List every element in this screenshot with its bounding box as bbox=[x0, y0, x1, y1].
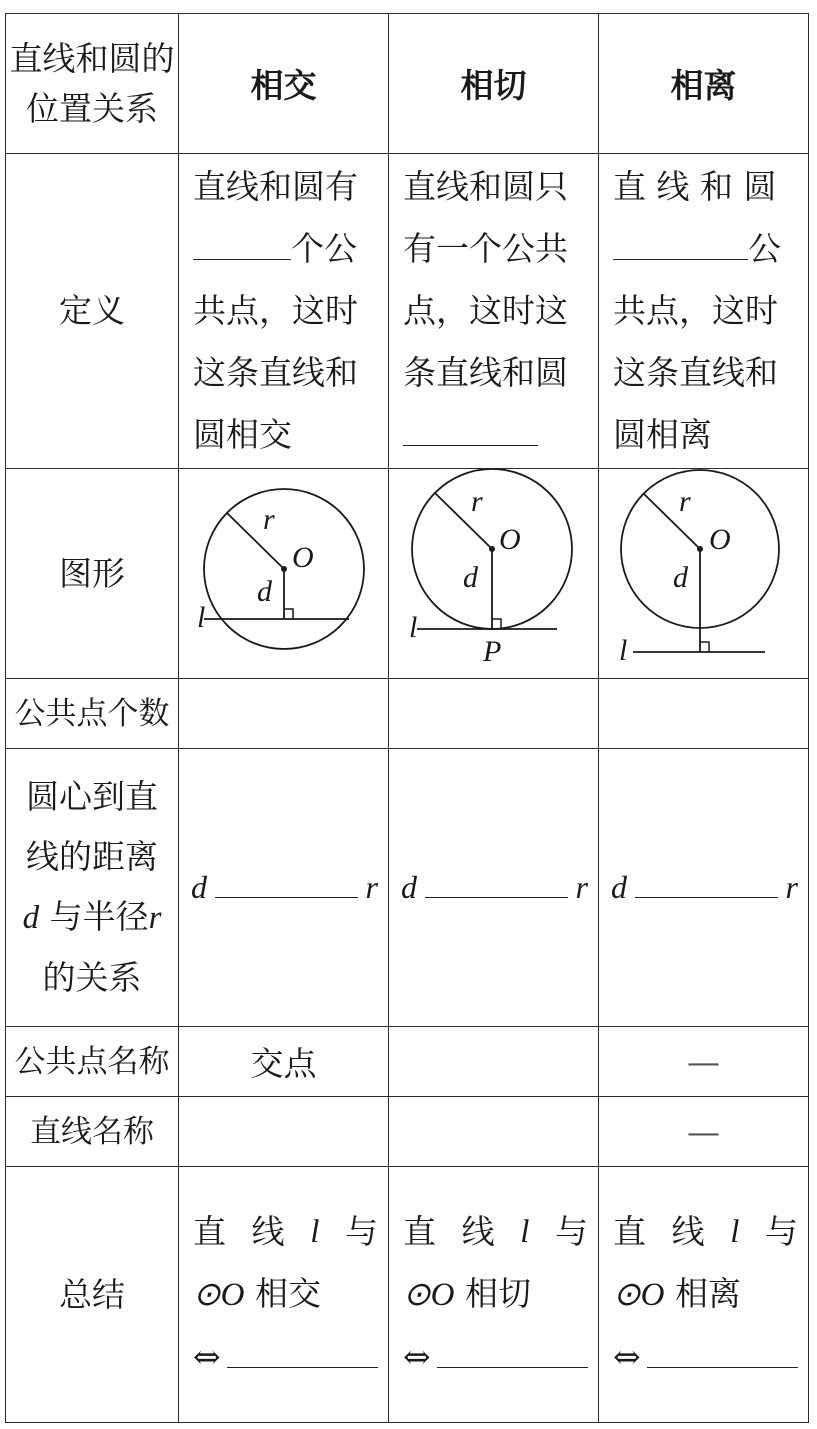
radius-line bbox=[643, 493, 700, 549]
fill-blank bbox=[647, 1366, 798, 1368]
label-l: l bbox=[619, 634, 628, 667]
count-tangent bbox=[389, 679, 599, 749]
corner-header bbox=[6, 14, 179, 154]
definition-row bbox=[6, 154, 809, 469]
definition-separate: 直 线 和 圆 公 共点，这时 这条直线和 圆相离 bbox=[599, 154, 809, 469]
center-dot bbox=[489, 546, 495, 552]
fill-blank bbox=[193, 258, 291, 260]
tangent-diagram bbox=[389, 469, 597, 674]
separate-diagram bbox=[599, 469, 807, 674]
distance-row bbox=[6, 749, 809, 1027]
label-d: d bbox=[673, 561, 688, 594]
fill-blank bbox=[613, 258, 748, 260]
radius-line bbox=[227, 513, 284, 569]
point-name-separate: — bbox=[599, 1027, 809, 1097]
fill-blank bbox=[227, 1366, 378, 1368]
label-r: r bbox=[471, 485, 483, 518]
label-d: d bbox=[463, 561, 478, 594]
right-angle-mark bbox=[492, 619, 501, 629]
figure-row bbox=[6, 469, 809, 679]
center-dot bbox=[697, 546, 703, 552]
point-name-label: 公共点名称 bbox=[6, 1027, 179, 1097]
label-o: O bbox=[292, 541, 314, 574]
fill-blank bbox=[215, 896, 358, 898]
line-name-intersect bbox=[179, 1097, 389, 1167]
distance-label: 圆心到直 线的距离 d 与半径r 的关系 bbox=[6, 749, 179, 1027]
corner-line-2: 位置关系 bbox=[26, 88, 158, 128]
line-name-row bbox=[6, 1097, 809, 1167]
distance-tangent: d r bbox=[389, 749, 599, 1027]
figure-intersect bbox=[179, 469, 389, 679]
line-name-label: 直线名称 bbox=[6, 1097, 179, 1167]
line-name-separate: — bbox=[599, 1097, 809, 1167]
label-p: P bbox=[483, 635, 502, 668]
definition-tangent: 直线和圆只 有一个公共 点，这时这 条直线和圆 bbox=[389, 154, 599, 469]
header-row bbox=[6, 14, 809, 154]
count-row bbox=[6, 679, 809, 749]
distance-separate: d r bbox=[599, 749, 809, 1027]
point-name-tangent bbox=[389, 1027, 599, 1097]
label-r: r bbox=[263, 503, 275, 536]
label-d: d bbox=[257, 575, 272, 608]
summary-label: 总结 bbox=[6, 1167, 179, 1423]
figure-separate bbox=[599, 469, 809, 679]
radius-line bbox=[435, 493, 492, 549]
label-o: O bbox=[709, 523, 731, 556]
col-intersect: 相交 bbox=[179, 14, 389, 154]
center-dot bbox=[281, 566, 287, 572]
label-r: r bbox=[679, 485, 691, 518]
fill-blank bbox=[437, 1366, 588, 1368]
position-relation-table bbox=[5, 13, 809, 1423]
summary-row bbox=[6, 1167, 809, 1423]
summary-separate: 直 线 l 与 ⊙O 相离 ⇔ bbox=[599, 1167, 809, 1423]
distance-intersect: d r bbox=[179, 749, 389, 1027]
col-tangent: 相切 bbox=[389, 14, 599, 154]
right-angle-mark bbox=[700, 642, 709, 652]
summary-intersect: 直 线 l 与 ⊙O 相交 ⇔ bbox=[179, 1167, 389, 1423]
definition-intersect: 直线和圆有 个公 共点，这时 这条直线和 圆相交 bbox=[179, 154, 389, 469]
fill-blank bbox=[425, 896, 568, 898]
point-name-row bbox=[6, 1027, 809, 1097]
label-l: l bbox=[197, 601, 206, 634]
count-separate bbox=[599, 679, 809, 749]
line-name-tangent bbox=[389, 1097, 599, 1167]
point-name-intersect: 交点 bbox=[179, 1027, 389, 1097]
right-angle-mark bbox=[284, 609, 293, 619]
label-l: l bbox=[409, 611, 418, 644]
definition-label: 定义 bbox=[6, 154, 179, 469]
corner-line-1: 直线和圆的 bbox=[9, 38, 175, 78]
count-label: 公共点个数 bbox=[6, 679, 179, 749]
figure-tangent bbox=[389, 469, 599, 679]
count-intersect bbox=[179, 679, 389, 749]
col-separate: 相离 bbox=[599, 14, 809, 154]
fill-blank bbox=[635, 896, 778, 898]
fill-blank bbox=[403, 444, 538, 446]
summary-tangent: 直 线 l 与 ⊙O 相切 ⇔ bbox=[389, 1167, 599, 1423]
intersect-diagram bbox=[179, 469, 387, 674]
figure-label: 图形 bbox=[6, 469, 179, 679]
label-o: O bbox=[499, 523, 521, 556]
